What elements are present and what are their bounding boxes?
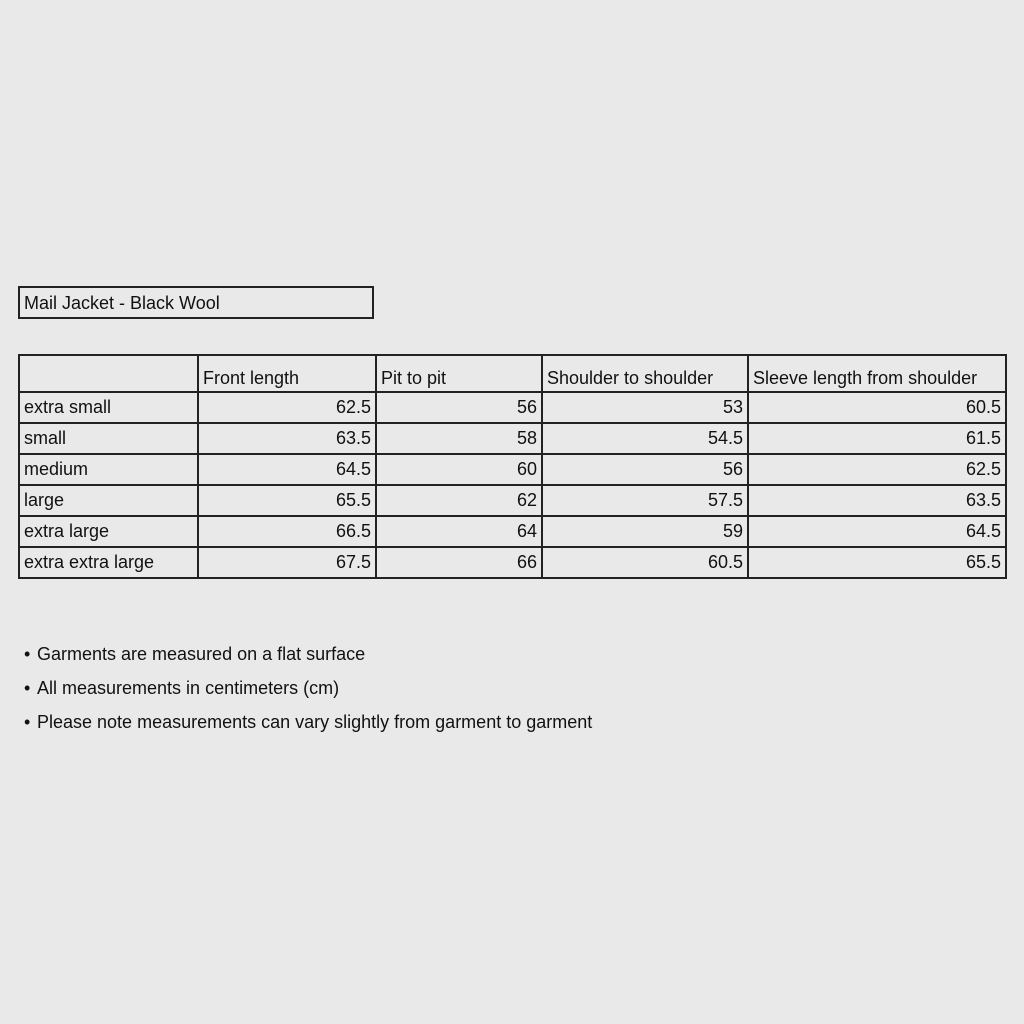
note-text: Please note measurements can vary slightly from garment to garment [37, 712, 593, 732]
note-text: All measurements in centimeters (cm) [37, 678, 340, 698]
note-item [24, 674, 592, 708]
table-header-row [19, 355, 1006, 392]
measurement-notes [24, 640, 592, 742]
table-row [19, 485, 1006, 516]
table-cell: 64.5 [198, 454, 376, 485]
table-cell: 66.5 [198, 516, 376, 547]
table-cell: 67.5 [198, 547, 376, 578]
row-label: medium [19, 454, 198, 485]
table-cell: 58 [376, 423, 542, 454]
column-header-front-length: Front length [198, 355, 376, 392]
bullet-glyph: • [24, 712, 31, 732]
table-cell: 59 [542, 516, 748, 547]
table-cell: 62.5 [748, 454, 1006, 485]
table-row [19, 516, 1006, 547]
table-row [19, 392, 1006, 423]
table-cell: 65.5 [748, 547, 1006, 578]
table-row [19, 547, 1006, 578]
column-header-pit-to-pit: Pit to pit [376, 355, 542, 392]
row-label: small [19, 423, 198, 454]
bullet-glyph: • [24, 644, 31, 664]
table-cell: 65.5 [198, 485, 376, 516]
row-label: large [19, 485, 198, 516]
row-label: extra large [19, 516, 198, 547]
row-label: extra extra large [19, 547, 198, 578]
table-cell: 57.5 [542, 485, 748, 516]
table-cell: 64.5 [748, 516, 1006, 547]
size-chart-table [18, 354, 1007, 579]
table-row [19, 454, 1006, 485]
note-item [24, 640, 592, 674]
column-header-sleeve-length: Sleeve length from shoulder [748, 355, 1006, 392]
table-cell: 61.5 [748, 423, 1006, 454]
garment-title: Mail Jacket - Black Wool [18, 286, 374, 319]
table-cell: 60.5 [542, 547, 748, 578]
table-cell: 62.5 [198, 392, 376, 423]
table-cell: 60 [376, 454, 542, 485]
table-cell: 62 [376, 485, 542, 516]
table-cell: 56 [542, 454, 748, 485]
table-cell: 60.5 [748, 392, 1006, 423]
table-cell: 64 [376, 516, 542, 547]
table-cell: 66 [376, 547, 542, 578]
table-cell: 53 [542, 392, 748, 423]
table-row [19, 423, 1006, 454]
row-label: extra small [19, 392, 198, 423]
table-corner-cell [19, 355, 198, 392]
table-cell: 56 [376, 392, 542, 423]
note-text: Garments are measured on a flat surface [37, 644, 366, 664]
bullet-glyph: • [24, 678, 31, 698]
table-cell: 63.5 [198, 423, 376, 454]
column-header-shoulder-to-shoulder: Shoulder to shoulder [542, 355, 748, 392]
note-item [24, 708, 592, 742]
table-cell: 54.5 [542, 423, 748, 454]
table-cell: 63.5 [748, 485, 1006, 516]
